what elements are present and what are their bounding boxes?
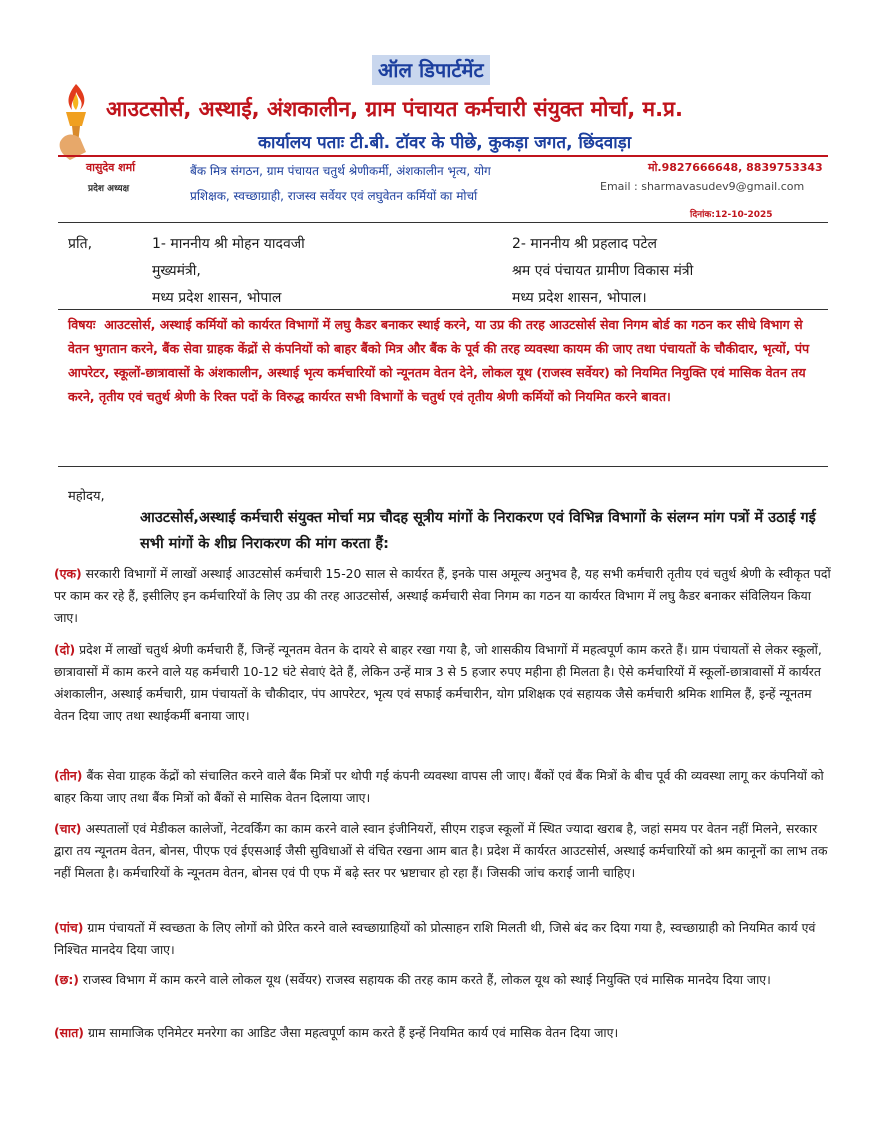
demand-text: सरकारी विभागों में लाखों अस्थाई आउटसोर्स कर्मचारी 15-20 साल से कार्यरत हैं, इनके पास अमूल्य अनुभव है, यह सभी कर्मचारी तृतीय एवं चतुर्थ श्रेणी के स्वीकृत पदों पर काम कर रहे हैं, इसीलिए इन कर्मचारियों के लिए उप्र की तरह आउटसोर्स, अस्थाई कर्मचारी सेवा निगम का गठन या कार्यरत विभाग में लघु कैडर बनाकर संविलियन किया जाए। bbox=[54, 566, 831, 625]
demand-number: (छ:) bbox=[54, 972, 79, 987]
prati-label: प्रति, bbox=[68, 236, 93, 252]
demand-number: (चार) bbox=[54, 821, 82, 836]
addressee-2-name: 2- माननीय श्री प्रहलाद पटेल bbox=[512, 236, 658, 252]
demand-number: (तीन) bbox=[54, 768, 83, 783]
salutation: महोदय, bbox=[68, 489, 105, 504]
demand-item bbox=[54, 969, 832, 991]
demand-item bbox=[54, 1022, 832, 1044]
addressee-1-office: मध्य प्रदेश शासन, भोपाल bbox=[152, 290, 282, 306]
demand-number: (दो) bbox=[54, 642, 76, 657]
subject-text: आउटसोर्स, अस्थाई कर्मियों को कार्यरत विभागों में लघु कैडर बनाकर स्थाई करने, या उप्र की तरह आउटसोर्स सेवा निगम बोर्ड का गठन कर सीधे विभाग से वेतन भुगतान करने, बैंक सेवा ग्राहक केंद्रों से कंपनियों को बाहर बैंको मित्र और बैंक के पूर्व की तरह व्यवस्था कायम की जाए तथा पंचायतों के चौकीदार, भृत्यों, पंप आपरेटर, स्कूलों-छात्रावासों के अंशकालीन, अस्थाई भृत्य कर्मचारियों को न्यूनतम वेतन देने, लोकल यूथ (राजस्व सर्वेयर) को नियमित नियुक्ति एवं मासिक वेतन तय करने, तृतीय एवं चतुर्थ श्रेणी के रिक्त पदों के विरुद्ध कार्यरत सभी विभागों के चतुर्थ एवं तृतीय श्रेणी कर्मियों को नियमित करने बावत। bbox=[68, 317, 810, 404]
demand-text: राजस्व विभाग में काम करने वाले लोकल यूथ (सर्वेयर) राजस्व सहायक की तरह काम करते हैं, लोकल यूथ को स्थाई नियुक्ति एवं मासिक मानदेय दिया जाए। bbox=[82, 972, 771, 987]
department-title: ऑल डिपार्टमेंट bbox=[372, 55, 490, 85]
demand-item bbox=[54, 917, 832, 961]
subject-bottom-divider bbox=[58, 466, 828, 467]
demand-text: प्रदेश में लाखों चतुर्थ श्रेणी कर्मचारी हैं, जिन्हें न्यूनतम वेतन के दायरे से बाहर रखा गया है, जो शासकीय विभागों में महत्वपूर्ण काम करते हैं। ग्राम पंचायतों से लेकर स्कूलों, छात्रावासों में काम करने वाले यह कर्मचारी 10-12 घंटे सेवाएं देते हैं, लेकिन उन्हें मात्र 3 से 5 हजार रुपए महीना ही मिलता है। ऐसे कर्मचारियों में स्कूलों-छात्रावासों में कार्यरत अंशकालीन, अस्थाई कर्मचारी, ग्राम पंचायतों के चौकीदार, पंप आपरेटर, भृत्य एवं सफाई कर्मचारीन, योग प्रशिक्षक एवं सहायक जैसे कर्मचारी श्रमिक शामिल हैं, इन्हें न्यूनतम वेतन दिया जाए तथा स्थाईकर्मी बनाया जाए। bbox=[54, 642, 822, 723]
demand-text: अस्पतालों एवं मेडीकल कालेजों, नेटवर्किंग का काम करने वाले स्वान इंजीनियरों, सीएम राइज स्कूलों में स्थित ज्यादा खराब है, जहां समय पर वेतन नहीं मिलने, सरकार द्वारा तय न्यूनतम वेतन, बोनस, पीएफ एवं ईएसआई जैसी सुविधाओं से वंचित रखना आम बात है। प्रदेश में कार्यरत आउटसोर्स, अस्थाई कर्मचारियों को श्रम कानूनों का लाभ तक नहीं मिलता है। कर्मचारियों के न्यूनतम वेतन, बोनस एवं पी एफ में बढ़े स्तर पर भ्रष्टाचार हो रहा हैं। जिसकी जांच कराई जानी चाहिए। bbox=[54, 821, 828, 880]
email-address: Email : sharmavasudev9@gmail.com bbox=[600, 180, 805, 193]
addressee-2-office: मध्य प्रदेश शासन, भोपाल। bbox=[512, 290, 647, 306]
mobile-number: मो.9827666648, 8839753343 bbox=[648, 161, 823, 174]
wings-line-1: बैंक मित्र संगठन, ग्राम पंचायत चतुर्थ श्रेणीकर्मी, अंशकालीन भृत्य, योग bbox=[190, 164, 491, 178]
header-bottom-divider bbox=[58, 222, 828, 223]
office-address: कार्यालय पताः टी.बी. टॉवर के पीछे, कुकड़ा जगत, छिंदवाड़ा bbox=[258, 133, 632, 153]
addressee-1-name: 1- माननीय श्री मोहन यादवजी bbox=[152, 236, 305, 252]
addressee-1-designation: मुख्यमंत्री, bbox=[152, 263, 201, 279]
subject-top-divider bbox=[58, 309, 828, 310]
demand-text: ग्राम सामाजिक एनिमेटर मनरेगा का आडिट जैसा महत्वपूर्ण काम करते हैं इन्हें नियमित कार्य एवं मासिक वेतन दिया जाए। bbox=[87, 1025, 619, 1040]
subject-label: विषयः bbox=[68, 317, 96, 332]
demand-text: बैंक सेवा ग्राहक केंद्रों को संचालित करने वाले बैंक मित्रों पर थोपी गई कंपनी व्यवस्था वापस ली जाए। बैंकों एवं बैंक मित्रों के बीच पूर्व की व्यवस्था लागू कर कंपनियों को बाहर किया जाए तथा बैंक मित्रों को बैंकों से मासिक वेतन दिलाया जाए। bbox=[54, 768, 824, 805]
demand-number: (पांच) bbox=[54, 920, 84, 935]
demand-item bbox=[54, 639, 832, 727]
torch-logo-icon bbox=[50, 82, 102, 162]
letter-date: दिनांक:12-10-2025 bbox=[690, 210, 773, 220]
demand-item bbox=[54, 563, 832, 629]
header-divider bbox=[58, 155, 828, 157]
organization-name: आउटसोर्स, अस्थाई, अंशकालीन, ग्राम पंचायत कर्मचारी संयुक्त मोर्चा, म.प्र. bbox=[106, 97, 683, 121]
demand-item bbox=[54, 765, 832, 809]
addressee-2-designation: श्रम एवं पंचायत ग्रामीण विकास मंत्री bbox=[512, 263, 694, 279]
wings-line-2: प्रशिक्षक, स्वच्छाग्राही, राजस्व सर्वेयर एवं लघुवेतन कर्मियों का मोर्चा bbox=[190, 189, 478, 203]
demand-text: ग्राम पंचायतों में स्वच्छता के लिए लोगों को प्रेरित करने वाले स्वच्छाग्राहियों को प्रोत्साहन राशि मिलती थी, जिसे बंद कर दिया गया है, स्वच्छाग्राही को नियमित कार्य एवं निश्चित मानदेय दिया जाए। bbox=[54, 920, 816, 957]
demand-number: (सात) bbox=[54, 1025, 84, 1040]
subject-block bbox=[68, 313, 828, 409]
president-name: वासुदेव शर्मा bbox=[86, 161, 136, 174]
intro-paragraph: आउटसोर्स,अस्थाई कर्मचारी संयुक्त मोर्चा मप्र चौदह सूत्रीय मांगों के निराकरण एवं विभिन्न विभागों के संलग्न मांग पत्रों में उठाई गई सभी मांगों के शीघ्र निराकरण की मांग करता हैं: bbox=[140, 510, 816, 552]
president-title: प्रदेश अध्यक्ष bbox=[88, 184, 130, 194]
demand-number: (एक) bbox=[54, 566, 82, 581]
demand-item bbox=[54, 818, 832, 884]
